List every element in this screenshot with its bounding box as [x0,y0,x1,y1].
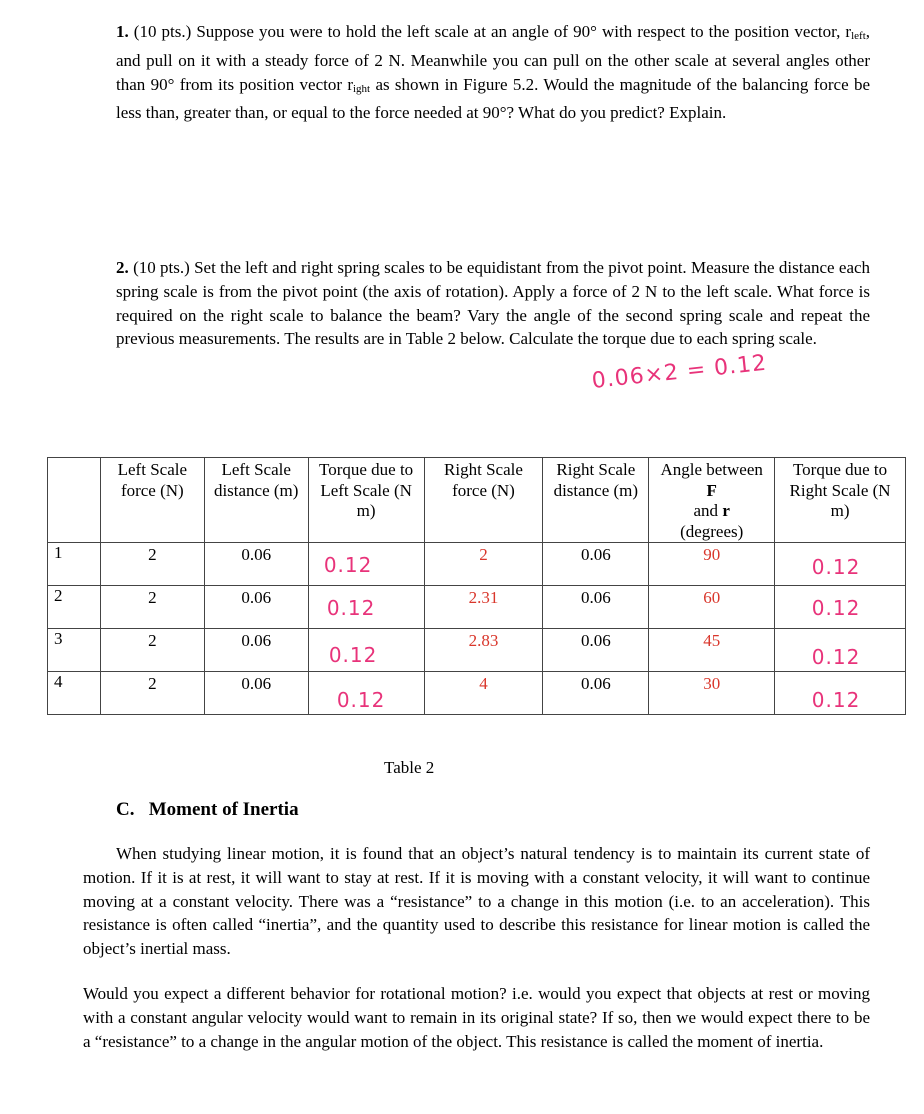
right-force-cell [424,586,543,629]
question-1-points: (10 pts.) [133,22,192,41]
right-torque-handwritten: 0.12 [811,645,861,669]
right-torque-cell [775,543,906,586]
left-distance-value: 0.06 [241,674,272,693]
header-left-force: Left Scale force (N) [100,458,204,543]
section-title: Moment of Inertia [148,799,299,820]
header-left-distance: Left Scale distance (m) [204,458,308,543]
inertia-paragraph-1: When studying linear motion, it is found that an object’s natural tendency is to maintain its current state of motion. If it is at rest, it will want to stay at rest. If it is moving with a constant velocity, it will want to continue moving at a constant velocity. There was a “resistance” to a change in this motion (i.e. to an acceleration). This resistance is often called “inertia”, and the quantity used to describe this resistance for linear motion is called the object’s inertial mass. [83,844,870,959]
left-distance-value: 0.06 [241,588,272,607]
angle-value: 90 [703,545,721,564]
right-torque-handwritten: 0.12 [811,555,861,579]
right-torque-handwritten: 0.12 [811,596,861,620]
left-force-value: 2 [148,545,157,564]
right-force-value: 2.83 [468,631,499,650]
table-caption: Table 2 [384,758,435,777]
right-torque-cell [775,586,906,629]
left-force-cell [100,543,204,586]
question-2 [116,256,870,351]
header-angle-and: and [693,501,719,520]
handwritten-calculation: 0.06×2 = 0.12 [590,350,769,394]
header-right-force: Right Scale force (N) [424,458,543,543]
left-force-cell [100,672,204,715]
angle-value: 30 [703,674,721,693]
right-distance-cell [543,586,649,629]
table-row [48,586,906,629]
right-force-value: 4 [479,674,488,693]
right-distance-value: 0.06 [580,631,611,650]
left-distance-cell [204,672,308,715]
question-1-text: Suppose you were to hold the left scale at an angle of 90° with respect to the position vector, [196,22,841,41]
right-force-value: 2 [479,545,488,564]
left-torque-handwritten: 0.12 [328,643,378,667]
header-angle-F: F [706,480,717,500]
left-distance-value: 0.06 [241,545,272,564]
left-distance-value: 0.06 [241,631,272,650]
question-2-points: (10 pts.) [133,258,190,277]
left-torque-handwritten: 0.12 [326,596,376,620]
right-torque-handwritten: 0.12 [811,688,861,712]
section-letter: C. [116,799,135,820]
question-2-text-cont: distance each spring scale is from the pivot point (the axis of rotation). Apply a force of 2 N to the left scale. What force is required on the right scale to balance the beam? Vary the angle of the second spring scale and repeat the previous measurements. The results are in Table 2 below. Calculate the torque due to each spring scale. [116,258,871,349]
question-1-text-end: as shown in Figure 5.2. Would the magnitude of the balancing force be less than, greater than, or equal to the force needed at 90°? What do you predict? Explain. [116,74,870,123]
table-header-row [48,458,906,543]
row-number: 3 [48,629,101,672]
header-row-number [48,458,101,543]
left-distance-cell [204,629,308,672]
left-distance-cell [204,543,308,586]
right-distance-value: 0.06 [580,674,611,693]
question-2-number: 2. [116,258,129,277]
right-distance-cell [543,672,649,715]
question-2-text: Set the left and right spring scales to be equidistant from the pivot point. Measure the [194,258,775,277]
left-torque-cell [308,672,424,715]
left-force-cell [100,586,204,629]
right-distance-value: 0.06 [580,545,611,564]
results-table [47,457,906,715]
left-torque-cell [308,543,424,586]
header-right-distance: Right Scale distance (m) [543,458,649,543]
right-torque-cell [775,672,906,715]
right-force-cell [424,629,543,672]
left-force-value: 2 [148,631,157,650]
left-torque-handwritten: 0.12 [323,553,373,577]
right-distance-cell [543,629,649,672]
left-torque-cell [308,629,424,672]
right-force-cell [424,672,543,715]
r-right-subscript: ight [353,82,371,95]
angle-cell [649,543,775,586]
left-distance-cell [204,586,308,629]
right-distance-cell [543,543,649,586]
question-1-text-cont: , and pull on it with a steady force of 2 N. Meanwhile you can pull on the other scale at several angles other than 90° from its position vector r [116,22,871,94]
header-angle [649,458,775,543]
angle-cell [649,586,775,629]
right-torque-cell [775,629,906,672]
r-left-symbol: r [845,22,852,41]
angle-value: 45 [703,631,721,650]
left-force-cell [100,629,204,672]
right-force-value: 2.31 [468,588,499,607]
angle-cell [649,629,775,672]
row-number: 4 [48,672,101,715]
header-left-torque: Torque due to Left Scale (N m) [308,458,424,543]
header-angle-units: (degrees) [680,521,744,541]
header-angle-r: r [722,501,730,520]
row-number: 1 [48,543,101,586]
question-1-number: 1. [116,22,129,41]
table-row [48,629,906,672]
left-torque-handwritten: 0.12 [336,688,386,712]
inertia-paragraph-2: Would you expect a different behavior for rotational motion? i.e. would you expect that objects at rest or moving with a constant angular velocity would want to remain in its original state? If so, then we would expect there to be a “resistance” to a change in the angular motion of the object. This resistance is called the moment of inertia. [83,984,870,1051]
left-torque-cell [308,586,424,629]
right-force-cell [424,543,543,586]
table-row [48,543,906,586]
question-1 [116,20,870,125]
table-row [48,672,906,715]
right-distance-value: 0.06 [580,588,611,607]
left-force-value: 2 [148,588,157,607]
header-right-torque: Torque due to Right Scale (N m) [775,458,906,543]
r-left-subscript: left [851,30,866,42]
header-angle-text: Angle between [660,460,763,479]
angle-cell [649,672,775,715]
left-force-value: 2 [148,674,157,693]
section-heading [116,799,299,821]
angle-value: 60 [703,588,721,607]
row-number: 2 [48,586,101,629]
